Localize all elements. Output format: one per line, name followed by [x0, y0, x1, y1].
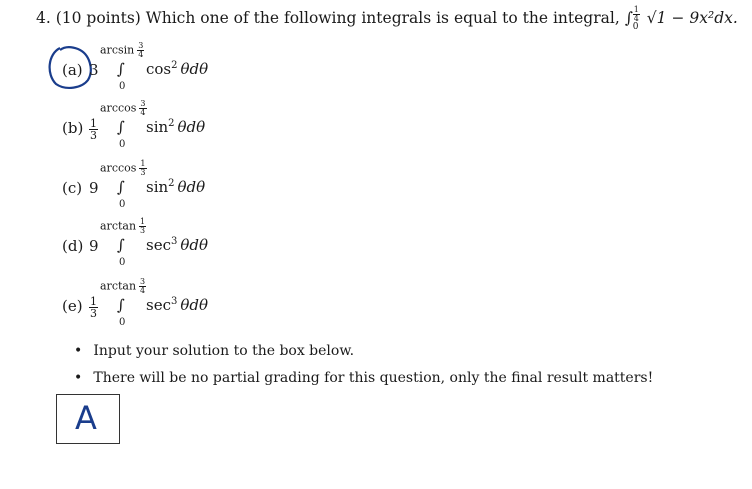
integrand-func: sec [146, 296, 171, 314]
integrand-func: sin [146, 118, 169, 136]
option-label: (d) [62, 237, 84, 255]
upper-limit-func: arccos [100, 101, 137, 115]
option-label: (c) [62, 179, 83, 197]
option-coefficient: 9 [89, 179, 99, 197]
question-lower-bound: 0 [632, 22, 639, 32]
option-label: (e) [62, 297, 83, 315]
integrand [146, 236, 208, 254]
question-number: 4. [36, 9, 51, 27]
integrand-tail: θdθ [180, 60, 209, 78]
upper-limit-num: 3 [138, 41, 144, 50]
upper-limit-num: 3 [140, 99, 146, 108]
bullet-list [74, 340, 653, 386]
coef-num: 1 [90, 117, 97, 130]
question-line [36, 6, 738, 32]
upper-limit-fraction [139, 100, 146, 117]
integrand-power: 3 [170, 236, 178, 247]
integrand-power: 2 [171, 60, 178, 71]
coef-den: 3 [90, 129, 97, 142]
upper-limit-den: 4 [140, 286, 146, 295]
upper-limit-den: 3 [140, 168, 146, 177]
upper-limit-den: 4 [138, 50, 144, 59]
upper-limit-den: 4 [140, 108, 146, 117]
question-points: (10 points) [55, 9, 141, 27]
integral-sign: ∫ [117, 178, 125, 196]
integrand-power: 2 [168, 118, 175, 129]
integrand-power: 2 [168, 178, 175, 189]
integrand [146, 178, 205, 196]
upper-limit-fraction [139, 160, 146, 177]
coef-num: 1 [90, 295, 97, 308]
upper-limit [100, 160, 147, 177]
integrand-tail: θdθ [177, 178, 206, 196]
integral-sign: ∫ [117, 236, 125, 254]
integral-sign: ∫ [117, 118, 125, 136]
upper-limit-func: arccos [100, 161, 137, 175]
option-coefficient: 9 [89, 237, 99, 255]
option-d [0, 218, 752, 276]
question-text: Which one of the following integrals is equal to the integral, [145, 9, 620, 27]
integrand-power: 3 [170, 296, 178, 307]
upper-limit [100, 42, 144, 59]
question-integral-bounds [633, 6, 640, 32]
upper-limit-num: 3 [140, 277, 146, 286]
upper-limit [100, 278, 146, 295]
upper-limit-fraction [137, 42, 144, 59]
upper-limit-func: arctan [100, 219, 137, 233]
upper-limit [100, 100, 147, 117]
upper-limit-func: arctan [100, 279, 137, 293]
question-upper-bound: $\frac{1}{4}$ [633, 5, 639, 23]
integrand-func: sin [146, 178, 169, 196]
upper-limit-fraction [139, 278, 146, 295]
bullet-item: • Input your solution to the box below. [74, 343, 355, 359]
bullet-item: • There will be no partial grading for this question, only the final result matters! [74, 370, 654, 386]
option-coefficient: 3 [89, 61, 99, 79]
option-c [0, 160, 752, 218]
handwritten-answer: A [75, 399, 97, 437]
integral-sign: ∫ [117, 296, 125, 314]
option-a [0, 42, 752, 100]
integrand-tail: θdθ [177, 118, 206, 136]
upper-limit-den: 3 [140, 226, 146, 235]
option-coefficient [89, 118, 98, 141]
integral-sign: ∫ [117, 60, 125, 78]
integrand [146, 118, 205, 136]
integrand-tail: θdθ [180, 236, 209, 254]
integrand-func: sec [146, 236, 171, 254]
lower-limit: 0 [119, 257, 126, 268]
question-integrand: √1 − 9x²dx. [646, 9, 738, 27]
upper-limit-func: arcsin [100, 43, 135, 57]
option-coefficient [89, 296, 98, 319]
integrand-func: cos [146, 60, 172, 78]
upper-limit-num: 1 [140, 159, 146, 168]
integrand [146, 60, 208, 78]
lower-limit: 0 [119, 199, 126, 210]
integrand-tail: θdθ [180, 296, 209, 314]
integrand [146, 296, 208, 314]
question-integral-sign: ∫ [624, 9, 633, 27]
coef-den: 3 [90, 307, 97, 320]
option-b [0, 100, 752, 158]
upper-limit [100, 218, 146, 235]
upper-limit-num: 1 [140, 217, 146, 226]
option-label: (a) [62, 61, 83, 79]
answer-input-box[interactable] [56, 394, 120, 444]
upper-limit-fraction [139, 218, 146, 235]
lower-limit: 0 [119, 139, 126, 150]
option-e [0, 278, 752, 336]
lower-limit: 0 [119, 317, 126, 328]
option-label: (b) [62, 119, 84, 137]
lower-limit: 0 [119, 81, 126, 92]
